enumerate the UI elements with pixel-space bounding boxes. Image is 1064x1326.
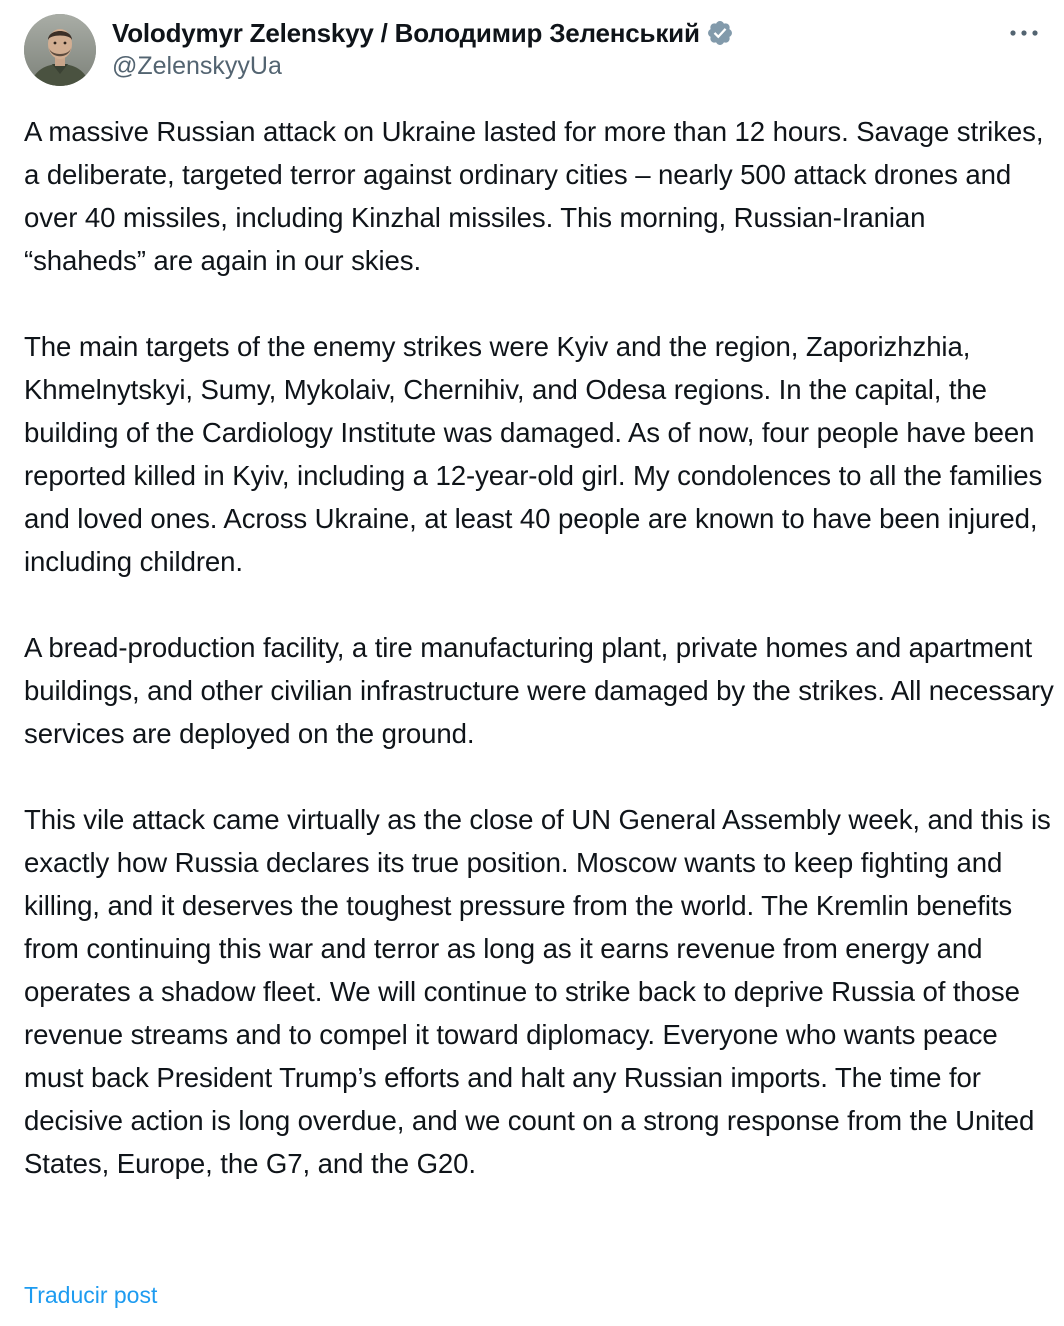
translate-post-link[interactable]: Traducir post (24, 1282, 158, 1308)
more-options-button[interactable] (1004, 18, 1044, 48)
tweet-header (24, 14, 1044, 88)
display-name[interactable]: Volodymyr Zelenskyy / Володимир Зеленський (112, 17, 700, 48)
more-horizontal-icon (1009, 29, 1039, 37)
avatar[interactable] (24, 14, 96, 86)
tweet-paragraph: This vile attack came virtually as the close of UN General Assembly week, and this is exactly how Russia declares its true position. Moscow wants to keep fighting and killing, and it deserves the toughest pressure from the world. The Kremlin benefits from continuing this war and terror as long as it earns revenue from energy and operates a shadow fleet. We will continue to strike back to deprive Russia of those revenue streams and to compel it toward diplomacy. Everyone who wants peace must back President Trump’s efforts and halt any Russian imports. The time for decisive action is long overdue, and we count on a strong response from the United States, Europe, the G7, and the G20. (24, 804, 1051, 1179)
tweet-paragraph: The main targets of the enemy strikes were Kyiv and the region, Zaporizhzhia, Khmelnytskyi, Sumy, Mykolaiv, Chernihiv, and Odesa regions. In the capital, the building of the Cardiology Institute was damaged. As of now, four people have been reported killed in Kyiv, including a 12-year-old girl. My condolences to all the families and loved ones. Across Ukraine, at least 40 people are known to have been injured, including children. (24, 331, 1043, 577)
avatar-photo (24, 14, 96, 86)
handle[interactable]: @ZelenskyyUa (112, 52, 282, 80)
display-name-row (112, 16, 734, 50)
verified-badge-icon[interactable] (706, 19, 734, 47)
tweet-paragraph: A massive Russian attack on Ukraine lasted for more than 12 hours. Savage strikes, a deliberate, targeted terror against ordinary cities – nearly 500 attack drones and over 40 missiles, including Kinzhal missiles. This morning, Russian-Iranian “shaheds” are again in our skies. (24, 116, 1044, 276)
tweet-paragraph: A bread-production facility, a tire manufacturing plant, private homes and apartment buildings, and other civilian infrastructure were damaged by the strikes. All necessary services are deployed on the ground. (24, 632, 1054, 749)
tweet-text (24, 110, 1054, 1185)
author-names (112, 16, 734, 81)
